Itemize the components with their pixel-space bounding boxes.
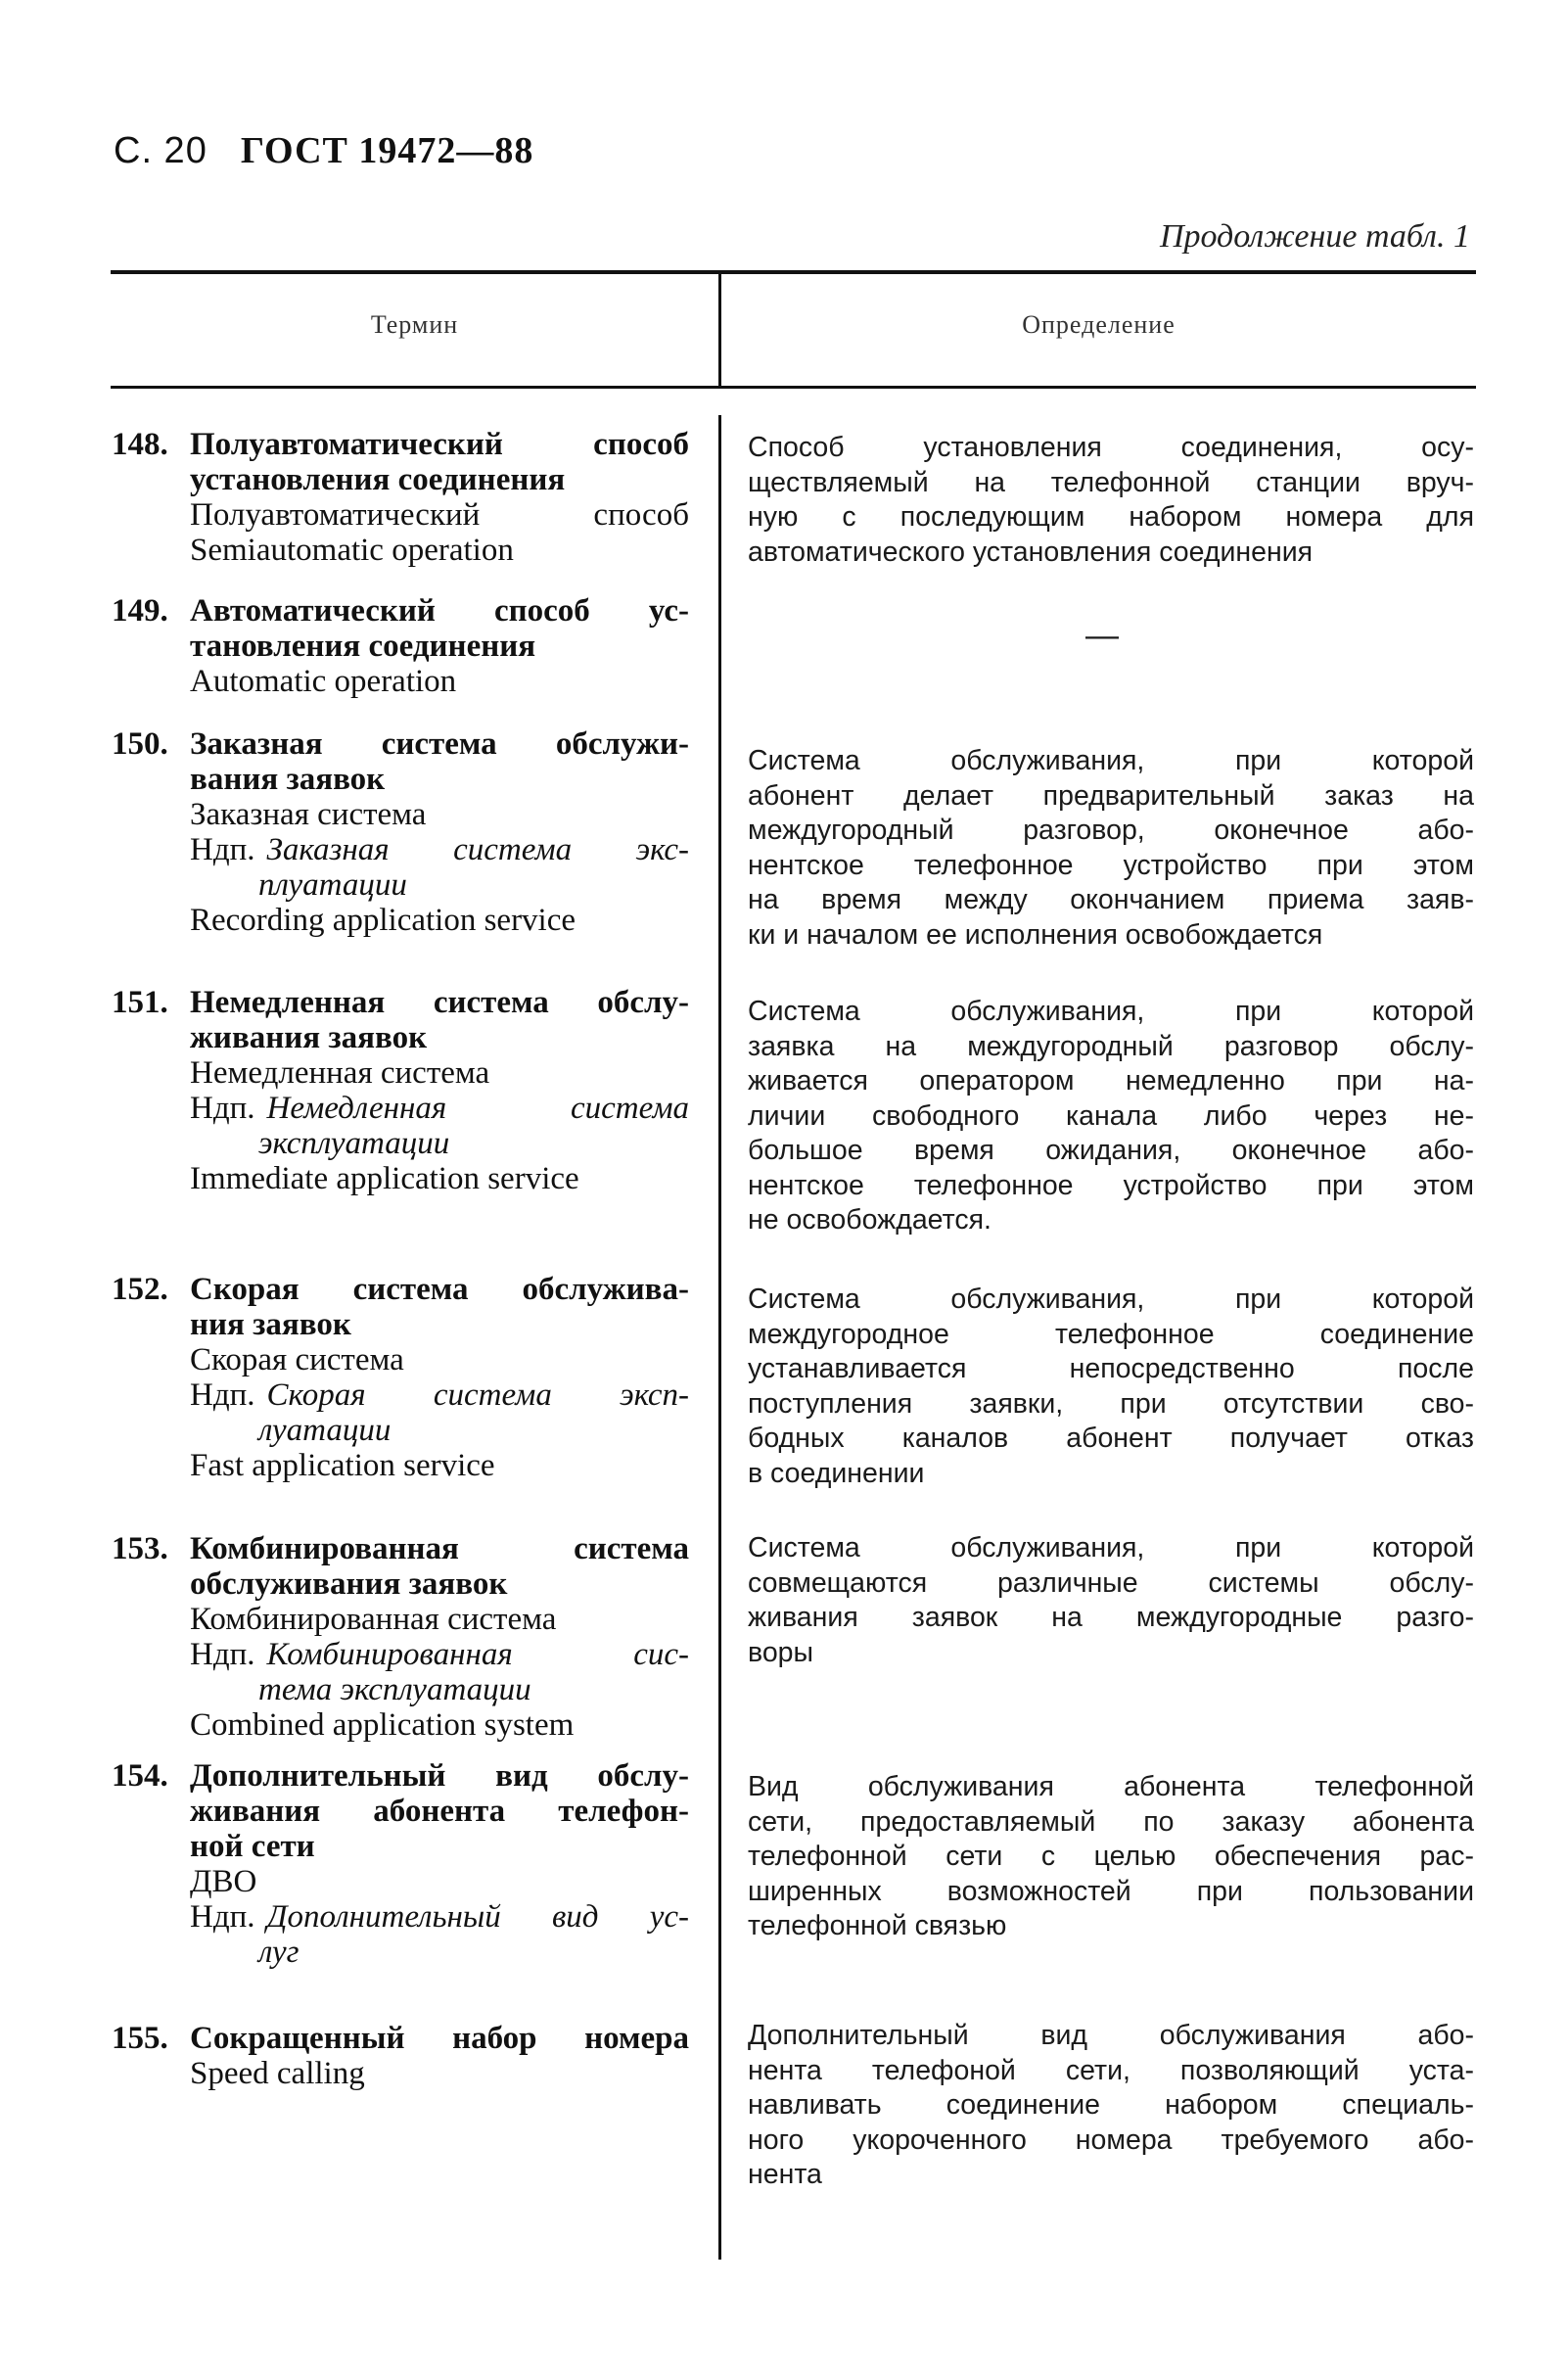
term-text: Немедленная система обслу-	[190, 985, 689, 1020]
definition-line: автоматического установления соединения	[748, 536, 1314, 568]
column-header-term: Термин	[370, 310, 459, 339]
term-line	[112, 1566, 689, 1602]
nonpreferred-term-line: эксплуатации	[258, 1126, 450, 1161]
term-text: живания заявок	[190, 1020, 428, 1055]
nonpreferred-term: Немедленная система	[266, 1091, 689, 1126]
term-cell	[112, 726, 689, 938]
term-text: ной сети	[190, 1829, 315, 1864]
nonpreferred-term-line: тема эксплуатации	[258, 1672, 531, 1707]
term-text: Сокращенный набор номера	[190, 2021, 689, 2056]
term-line	[112, 427, 689, 462]
definition-line: Система обслуживания, при которой	[748, 1283, 1474, 1315]
nonpreferred-term-line	[112, 1899, 689, 1935]
definition-line: абонент делает предварительный заказ на	[748, 779, 1474, 812]
definition-line: устанавливается непосредственно после	[748, 1353, 1474, 1384]
term-line	[112, 1794, 689, 1829]
term-number: 148.	[112, 427, 168, 462]
definition-line: воры	[748, 1636, 814, 1668]
definition-cell	[748, 744, 1482, 953]
english-equivalent: Semiautomatic operation	[190, 533, 514, 568]
definition-line: в соединении	[748, 1457, 925, 1489]
definition-line: ществляемый на телефонной станции вруч-	[748, 466, 1474, 498]
definition-line: телефонной сети с целью обеспечения рас-	[748, 1841, 1474, 1872]
definition-line: личии свободного канала либо через не-	[748, 1099, 1474, 1132]
definition-line: Дополнительный вид обслуживания або-	[748, 2020, 1474, 2051]
table-continuation-label: Продолжение табл. 1	[1159, 218, 1470, 255]
term-cell	[112, 1531, 689, 1743]
term-line	[112, 1272, 689, 1307]
definition-line: на время между окончанием приема заяв-	[748, 884, 1474, 915]
table-header-rule	[111, 386, 1476, 389]
definition-line: нентское телефонное устройство при этом	[748, 849, 1474, 881]
term-line	[112, 593, 689, 629]
term-number: 151.	[112, 985, 168, 1020]
definition-line: поступления заявки, при отсутствии сво-	[748, 1387, 1474, 1420]
definition-line: живания заявок на междугородные разго-	[748, 1602, 1474, 1633]
term-line	[112, 2021, 689, 2056]
term-line	[112, 462, 689, 497]
term-text: ния заявок	[190, 1307, 351, 1342]
nonpreferred-term: Дополнительный вид ус-	[266, 1899, 689, 1935]
english-equivalent: Speed calling	[190, 2056, 365, 2091]
definition-line: ки и началом ее исполнения освобождается	[748, 918, 1323, 951]
definition-line: не освобождается.	[748, 1204, 992, 1236]
term-line	[112, 1758, 689, 1794]
nonpreferred-term-line	[112, 1637, 689, 1672]
definition-line: заявка на междугородный разговор обслу-	[748, 1030, 1474, 1062]
term-cell	[112, 1758, 689, 1970]
nonpreferred-label: Ндп.	[190, 1091, 255, 1126]
definition-dash: —	[1085, 617, 1119, 654]
term-number: 152.	[112, 1272, 168, 1307]
term-line	[112, 1020, 689, 1055]
term-cell	[112, 2021, 689, 2091]
nonpreferred-label: Ндп.	[190, 1377, 255, 1413]
page-header	[114, 129, 533, 172]
term-text: Комбинированная система	[190, 1531, 689, 1566]
definition-cell	[748, 1283, 1482, 1491]
nonpreferred-label: Ндп.	[190, 832, 255, 867]
term-number: 154.	[112, 1758, 168, 1794]
table-top-rule	[111, 270, 1476, 274]
nonpreferred-term: Скорая система эксп-	[266, 1377, 689, 1413]
nonpreferred-term-line	[112, 1377, 689, 1413]
definition-line: нента	[748, 2159, 822, 2190]
definition-cell	[748, 1770, 1482, 1944]
term-synonym: Полуавтоматический способ	[190, 497, 689, 533]
nonpreferred-term-line: луг	[258, 1935, 300, 1970]
term-text: вания заявок	[190, 762, 386, 797]
definition-line: ную с последующим набором номера для	[748, 501, 1474, 533]
term-cell	[112, 427, 689, 568]
nonpreferred-label: Ндп.	[190, 1637, 255, 1672]
term-text: Дополнительный вид обслу-	[190, 1758, 689, 1794]
english-equivalent: Fast application service	[190, 1448, 495, 1483]
definition-line: навливать соединение набором специаль-	[748, 2089, 1474, 2121]
nonpreferred-term-line: плуатации	[258, 867, 407, 903]
term-text: Скорая система обслужива-	[190, 1272, 689, 1307]
definition-cell	[748, 2019, 1482, 2193]
definition-line: большое время ожидания, оконечное або-	[748, 1135, 1474, 1166]
english-equivalent: Immediate application service	[190, 1161, 579, 1196]
term-line	[112, 1829, 689, 1864]
column-header-definition: Определение	[1022, 310, 1176, 339]
definition-line: нентское телефонное устройство при этом	[748, 1169, 1474, 1201]
english-equivalent: Combined application system	[190, 1707, 575, 1743]
term-text: Автоматический способ ус-	[190, 593, 689, 629]
nonpreferred-term-line: луатации	[258, 1413, 392, 1448]
term-line	[112, 1531, 689, 1566]
term-synonym: Немедленная система	[190, 1055, 490, 1091]
term-text: обслуживания заявок	[190, 1566, 508, 1602]
standard-designation: ГОСТ 19472—88	[240, 130, 534, 171]
definition-line: телефонной связью	[748, 1910, 1007, 1941]
term-text: Заказная система обслужи-	[190, 726, 689, 762]
english-equivalent: Recording application service	[190, 903, 576, 938]
nonpreferred-term: Комбинированная сис-	[266, 1637, 689, 1672]
term-text: живания абонента телефон-	[190, 1794, 689, 1829]
term-line	[112, 726, 689, 762]
definition-line: междугородное телефонное соединение	[748, 1318, 1474, 1350]
term-line	[112, 629, 689, 664]
term-line	[112, 762, 689, 797]
term-number: 150.	[112, 726, 168, 762]
definition-line: ширенных возможностей при пользовании	[748, 1875, 1474, 1907]
definition-line: ного укороченного номера требуемого або-	[748, 2123, 1474, 2156]
nonpreferred-term-line	[112, 832, 689, 867]
definition-line: Способ установления соединения, осу-	[748, 432, 1474, 463]
term-number: 155.	[112, 2021, 168, 2056]
term-number: 153.	[112, 1531, 168, 1566]
term-synonym: Комбинированная система	[190, 1602, 557, 1637]
nonpreferred-term: Заказная система экс-	[266, 832, 689, 867]
definition-line: совмещаются различные системы обслу-	[748, 1566, 1474, 1599]
term-cell	[112, 985, 689, 1196]
definition-cell	[748, 995, 1482, 1238]
definition-line: Вид обслуживания абонента телефонной	[748, 1771, 1474, 1802]
definition-line: Система обслуживания, при которой	[748, 1532, 1474, 1563]
definition-cell	[748, 431, 1482, 570]
definition-line: нента телефоной сети, позволяющий уста-	[748, 2054, 1474, 2086]
term-text: Полуавтоматический способ	[190, 427, 689, 462]
nonpreferred-term-line	[112, 1091, 689, 1126]
term-text: тановления соединения	[190, 629, 536, 664]
term-synonym: Скорая система	[190, 1342, 404, 1377]
term-cell	[112, 1272, 689, 1483]
english-equivalent: Automatic operation	[190, 664, 457, 699]
term-line	[112, 1307, 689, 1342]
definition-line: бодных каналов абонент получает отказ	[748, 1423, 1474, 1454]
definition-cell	[748, 1531, 1482, 1670]
definition-line: Система обслуживания, при которой	[748, 996, 1474, 1027]
page-number: С. 20	[114, 130, 208, 171]
body-column-divider	[718, 415, 721, 2260]
term-line	[112, 985, 689, 1020]
definition-cell	[748, 619, 1482, 658]
definition-line: междугородный разговор, оконечное або-	[748, 815, 1474, 846]
term-synonym: Заказная система	[190, 797, 427, 832]
term-number: 149.	[112, 593, 168, 629]
nonpreferred-label: Ндп.	[190, 1899, 255, 1935]
definition-line: сети, предоставляемый по заказу абонента	[748, 1805, 1474, 1838]
term-text: установления соединения	[190, 462, 566, 497]
definition-line: живается оператором немедленно при на-	[748, 1065, 1474, 1097]
definition-line: Система обслуживания, при которой	[748, 745, 1474, 776]
term-cell	[112, 593, 689, 699]
term-synonym: ДВО	[190, 1864, 257, 1899]
